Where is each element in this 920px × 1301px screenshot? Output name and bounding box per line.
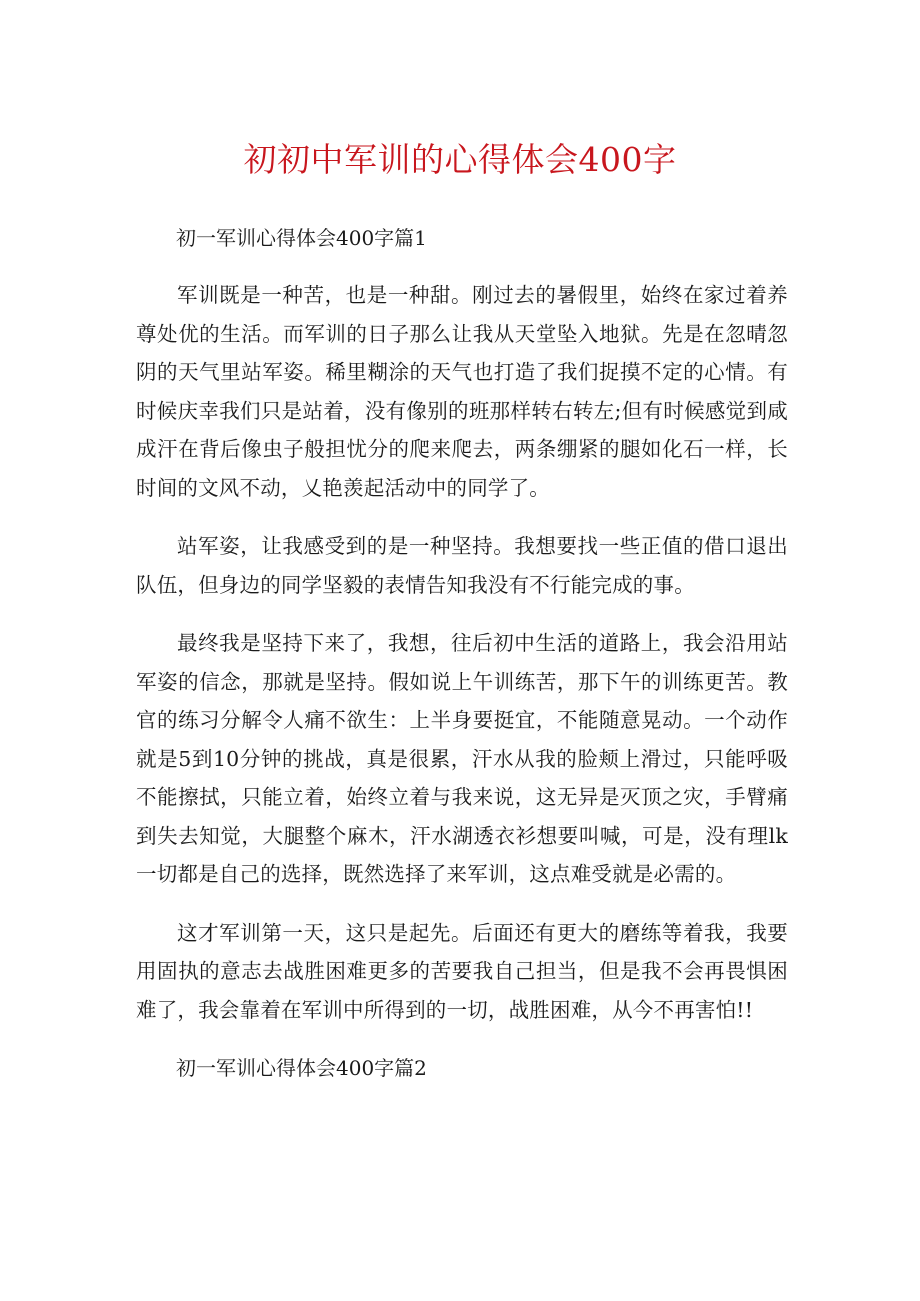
section-heading-2: 初一军训心得体会400字篇2 xyxy=(176,1056,427,1080)
document-body xyxy=(136,220,788,1106)
paragraph-3: 最终我是坚持下来了，我想，往后初中生活的道路上，我会沿用站军姿的信念，那就是坚持。假如说上午训练苦，那下午的训练更苦。教官的练习分解令人痛不欲生：上半身要挺宜，不能随意晃动。一个动作就是5到10分钟的挑战，真是很累，汗水从我的脸颊上滑过，只能呼吸不能擦拭，只能立着，始终立着与我来说，这无异是灭顶之灾，手臂痛到失去知觉，大腿整个麻木，汗水湖透衣衫想要叫喊，可是，没有理lk一切都是自己的选择，既然选择了来军训，这点难受就是必需的。 xyxy=(136,631,788,886)
paragraph-4: 这才军训第一天，这只是起先。后面还有更大的磨练等着我，我要用固执的意志去战胜困难更多的苦要我自己担当，但是我不会再畏惧困难了，我会靠着在军训中所得到的一切，战胜困难，从今不再害怕!! xyxy=(136,920,788,1022)
document-title: 初初中军训的心得体会400字 xyxy=(243,140,677,179)
paragraph-1: 军训既是一种苦，也是一种甜。刚过去的暑假里，始终在家过着养尊处优的生活。而军训的日子那么让我从天堂坠入地狱。先是在忽晴忽阴的天气里站军姿。稀里糊涂的天气也打造了我们捉摸不定的心情。有时候庆幸我们只是站着，没有像别的班那样转右转左;但有时候感觉到咸成汗在背后像虫子般担忧分的爬来爬去，两条绷紧的腿如化石一样，长时间的文风不动，乂艳羡起活动中的同学了。 xyxy=(136,283,788,500)
section-heading-1: 初一军训心得体会400字篇1 xyxy=(176,226,427,250)
paragraph-2: 站军姿，让我感受到的是一种坚持。我想要找一些正值的借口退出队伍，但身边的同学坚毅的表情告知我没有不行能完成的事。 xyxy=(136,534,788,597)
